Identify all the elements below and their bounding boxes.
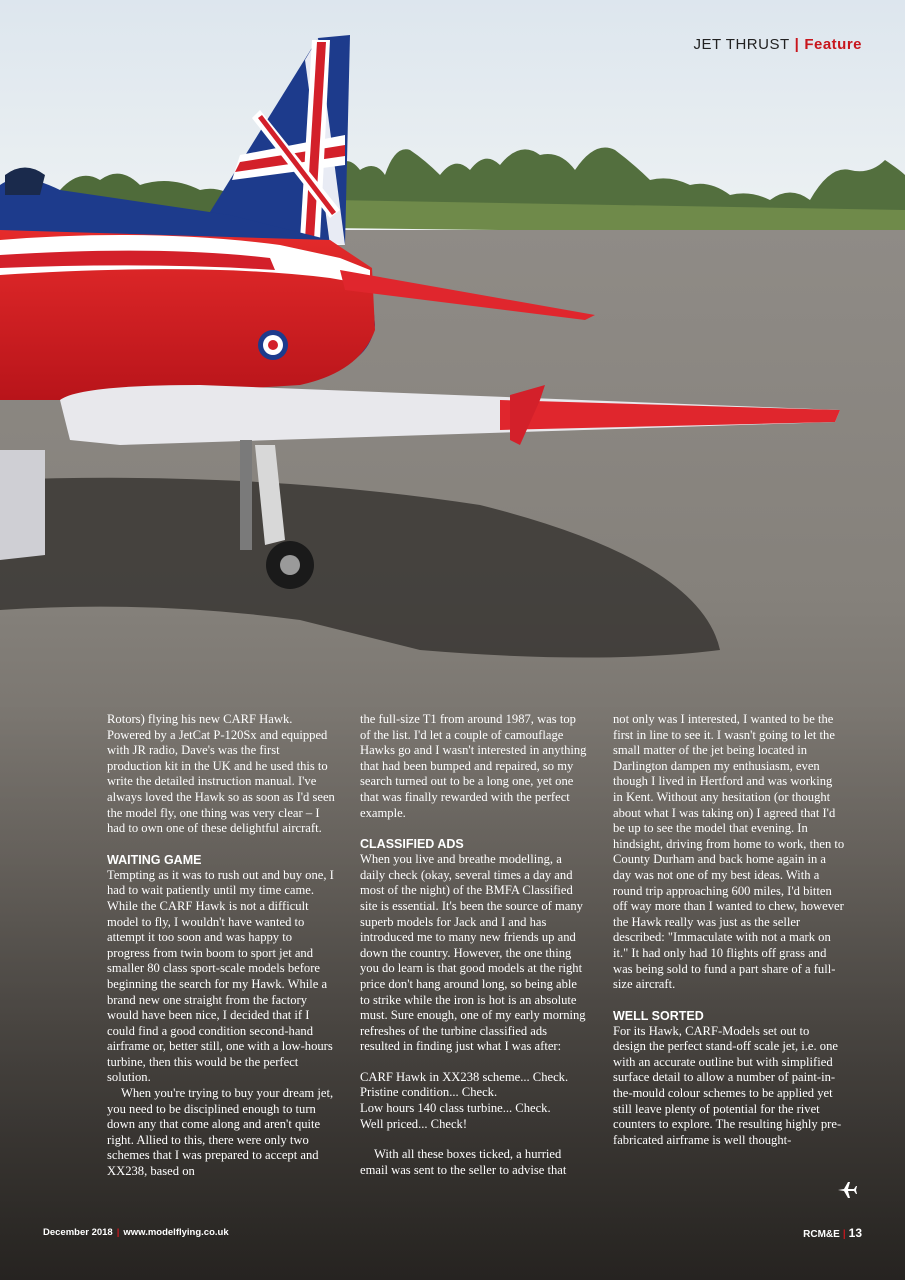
section-label: JET THRUST xyxy=(693,36,790,53)
paragraph: When you live and breathe modelling, a daily check (okay, several times a day and most of the night) of the BMFA Classified site is essential. It's been the source of many superb models for Jack and I and has introduced me to many new friends up and down the country. However, the one thing you do learn is that good models at the right price don't hang around long, so being able to strike while the iron is hot is an absolute must. Sure enough, one of my early morning refreshes of the turbine classified ads resulted in finding just what I was after: xyxy=(360,852,586,1054)
paragraph: For its Hawk, CARF-Models set out to design the perfect stand-off scale jet, i.e. one with an accurate outline but with simplified surface detail to allow a number of paint-in-the-mould colour schemes to be applied yet still leave plenty of potential for the rivet counters to explore. The resulting highly pre-fabricated airframe is well thought- xyxy=(613,1023,842,1147)
section-heading-classified-ads: CLASSIFIED ADS xyxy=(360,837,464,852)
footer-right: RCM&E | 13 xyxy=(803,1226,862,1240)
section-heading-well-sorted: WELL SORTED xyxy=(613,1008,704,1023)
paragraph: With all these boxes ticked, a hurried email was sent to the seller to advise that xyxy=(360,1147,567,1177)
checklist-item: CARF Hawk in XX238 scheme... Check. xyxy=(360,1069,569,1084)
running-header xyxy=(693,36,862,53)
checklist-item: Low hours 140 class turbine... Check. xyxy=(360,1101,551,1116)
page-number: 13 xyxy=(848,1226,862,1240)
paragraph: not only was I interested, I wanted to be the first in line to see it. I wasn't going to let the small matter of the jet being located in Darlington dampen my enthusiasm, even though I lived in Hertford and was working in Kent. Without any hesitation (or thought about what I was taking on) I agreed that I'd be up to see the model that evening. In hindsight, driving from home to work, then to County Durham and back home again in a day was not one of my best ideas. With a round trip approaching 600 miles, I'd bitten off way more than I wanted to chew, however the Hawk really was just as the seller described: "Immaculate with not a mark on it." It had only had 10 flights off grass and was being sold to fund a part share of a full-size aircraft. xyxy=(613,712,845,992)
paragraph: Tempting as it was to rush out and buy one, I had to wait patiently until my time came. While the CARF Hawk is not a difficult model to fly, I wouldn't have wanted to attempt it too soon and was happy to progress from twin boom to sport jet and smaller 80 class sport-scale models before beginning the search for my Hawk. While a brand new one straight from the factory would have been nice, I decided that if I could find a good condition second-hand airframe or, better still, one with a low-hours turbine, then this would be the perfect solution. xyxy=(107,867,334,1085)
jet-end-icon xyxy=(836,1179,858,1201)
article-column-1 xyxy=(107,712,335,1180)
article-column-3 xyxy=(613,712,845,1148)
paragraph: When you're trying to buy your dream jet, you need to be disciplined enough to turn down any that come along and aren't quite right. Allied to this, there were only two schemes that I was prepared to accept and XX238, based on xyxy=(107,1086,334,1179)
issue-date: December 2018 xyxy=(43,1227,113,1238)
footer-left: December 2018 | www.modelflying.co.uk xyxy=(43,1227,229,1238)
website-link[interactable]: www.modelflying.co.uk xyxy=(123,1227,229,1238)
magazine-name: RCM&E xyxy=(803,1229,840,1240)
header-separator: | xyxy=(794,36,800,53)
checklist-item: Pristine condition... Check. xyxy=(360,1085,498,1100)
paragraph: Rotors) flying his new CARF Hawk. Powered by a JetCat P-120Sx and equipped with JR radio, Dave's was the first production kit in the UK and he used this to write the detailed instruction manual. I've always loved the Hawk so as soon as I'd seen the model fly, one thing was very clear – I had to own one of these delightful aircraft. xyxy=(107,712,335,836)
feature-label: Feature xyxy=(804,36,862,53)
paragraph: the full-size T1 from around 1987, was top of the list. I'd let a couple of camouflage Hawks go and I wasn't interested in anything that had been bumped and repaired, so my search turned out to be a long one, yet one that was finally rewarded with the perfect example. xyxy=(360,712,587,820)
checklist-item: Well priced... Check! xyxy=(360,1116,468,1131)
section-heading-waiting-game: WAITING GAME xyxy=(107,852,202,867)
article-column-2 xyxy=(360,712,588,1178)
